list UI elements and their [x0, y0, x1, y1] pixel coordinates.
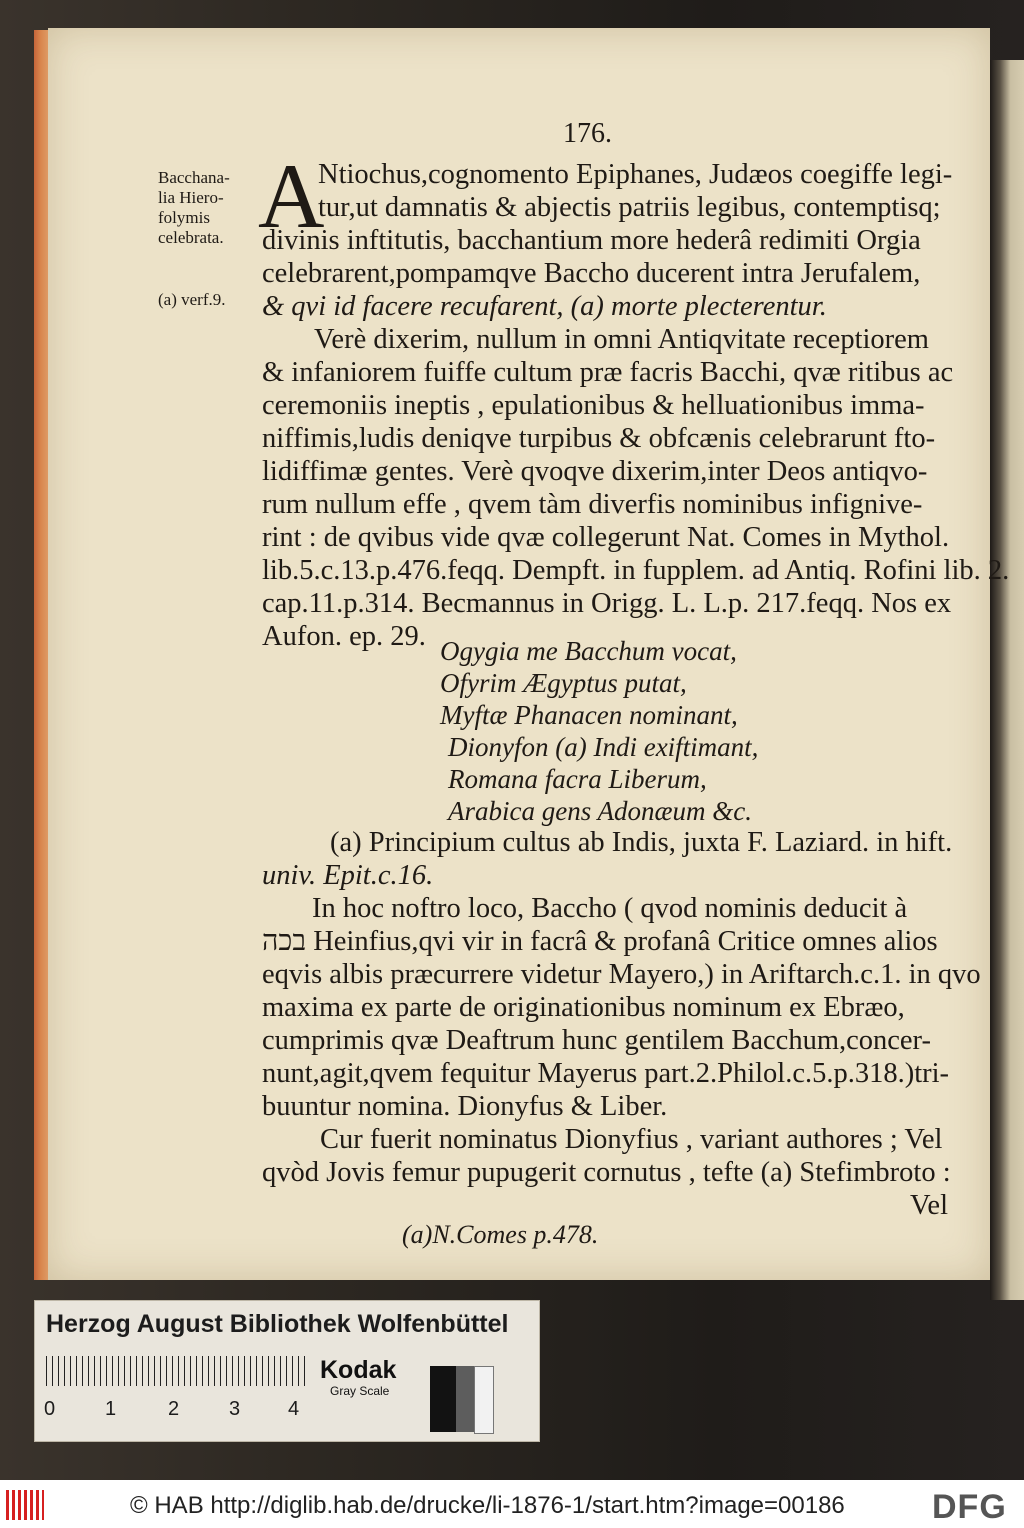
page-number: 176. — [563, 118, 612, 149]
text-line: lib.5.c.13.p.476.feqq. Dempft. in fupplem. ad Antiq. Rofini lib. 2. — [262, 555, 1010, 586]
text-line: tur,ut damnatis & abjectis patriis legibus, contemptisq; — [318, 192, 941, 223]
gray-patch-black — [430, 1366, 456, 1432]
poem-line: Romana facra Liberum, — [448, 764, 707, 794]
text-line: qvòd Jovis femur pupugerit cornutus , tefte (a) Stefimbroto : — [262, 1157, 951, 1188]
text-line: cumprimis qvæ Deaftrum hunc gentilem Bacchum,concer- — [262, 1025, 931, 1056]
poem-line: Ofyrim Ægyptus putat, — [440, 668, 687, 698]
kodak-brand: Kodak — [320, 1356, 397, 1384]
margin-note-line: Bacchana- — [158, 168, 230, 187]
text-line: & qvi id facere recufarent, (a) morte plecterentur. — [262, 291, 827, 322]
library-name: Herzog August Bibliothek Wolfenbüttel — [46, 1310, 509, 1338]
text-line: lidiffimæ gentes. Verè qvoqve dixerim,inter Deos antiqvo- — [262, 456, 928, 487]
text-line: univ. Epit.c.16. — [262, 860, 434, 891]
facing-page-strip — [990, 60, 1024, 1300]
ruler-number: 3 — [229, 1398, 241, 1420]
text-line: eqvis albis præcurrere videtur Mayero,) in Ariftarch.c.1. in qvo — [262, 959, 981, 990]
ruler-number: 4 — [288, 1398, 300, 1420]
text-line: cap.11.p.314. Becmannus in Origg. L. L.p. 217.feqq. Nos ex — [262, 588, 952, 619]
margin-reference: (a) verf.9. — [158, 290, 226, 309]
dfg-logo: DFG — [932, 1488, 1007, 1526]
text-line: divinis inftitutis, bacchantium more hederâ redimiti Orgia — [262, 225, 921, 256]
poem-line: Dionyfon (a) Indi exiftimant, — [448, 732, 759, 762]
poem-line: Myftæ Phanacen nominant, — [440, 700, 738, 730]
catchword: Vel — [910, 1190, 948, 1221]
text-line: niffimis,ludis deniqve turpibus & obfcænis celebrarunt fto- — [262, 423, 936, 454]
margin-note-line: lia Hiero- — [158, 188, 224, 207]
ruler-number: 0 — [44, 1398, 56, 1420]
text-line: In hoc noftro loco, Baccho ( qvod nominis deducit à — [312, 893, 908, 924]
text-line: ceremoniis ineptis , epulationibus & helluationibus imma- — [262, 390, 925, 421]
footer-copyright-url[interactable]: © HAB http://diglib.hab.de/drucke/li-1876-1/start.htm?image=00186 — [130, 1492, 845, 1519]
poem-line: Arabica gens Adonæum &c. — [448, 796, 752, 826]
ruler-scale — [46, 1356, 306, 1386]
text-line: Aufon. ep. 29. — [262, 621, 426, 652]
text-line: (a) Principium cultus ab Indis, juxta F. Laziard. in hift. — [330, 827, 953, 858]
text-line: rint : de qvibus vide qvæ collegerunt Nat. Comes in Mythol. — [262, 522, 950, 553]
text-line: rum nullum effe , qvem tàm diverfis nominibus infignive- — [262, 489, 923, 520]
ruler-number: 2 — [168, 1398, 180, 1420]
gray-patch-mid — [456, 1366, 474, 1432]
text-line: Ntiochus,cognomento Epiphanes, Judæos coegiffe legi- — [318, 159, 953, 190]
margin-note-line: celebrata. — [158, 228, 224, 247]
text-line: & infaniorem fuiffe cultum præ facris Bacchi, qvæ ritibus ac — [262, 357, 954, 388]
margin-note-line: folymis — [158, 208, 210, 227]
text-line: Verè dixerim, nullum in omni Antiqvitate receptiorem — [314, 324, 929, 355]
text-line: nunt,agit,qvem fequitur Mayerus part.2.Philol.c.5.p.318.)tri- — [262, 1058, 950, 1089]
gray-patch-white — [474, 1366, 494, 1434]
text-line: buuntur nomina. Dionyfus & Liber. — [262, 1091, 668, 1122]
poem-line: Ogygia me Bacchum vocat, — [440, 636, 737, 666]
hab-logo-icon — [6, 1490, 44, 1520]
gray-scale-label: Gray Scale — [330, 1384, 390, 1398]
text-line: maxima ex parte de originationibus nominum ex Ebræo, — [262, 992, 905, 1023]
text-line: Cur fuerit nominatus Dionyfius , variant authores ; Vel — [320, 1124, 943, 1155]
text-line: celebrarent,pompamqve Baccho ducerent intra Jerufalem, — [262, 258, 921, 289]
footnote: (a)N.Comes p.478. — [402, 1220, 599, 1249]
text-line: בכה Heinfius,qvi vir in facrâ & profanâ Critice omnes alios — [262, 926, 938, 957]
drop-cap: A — [258, 145, 325, 247]
margin-note — [158, 168, 230, 248]
ruler-number: 1 — [105, 1398, 117, 1420]
